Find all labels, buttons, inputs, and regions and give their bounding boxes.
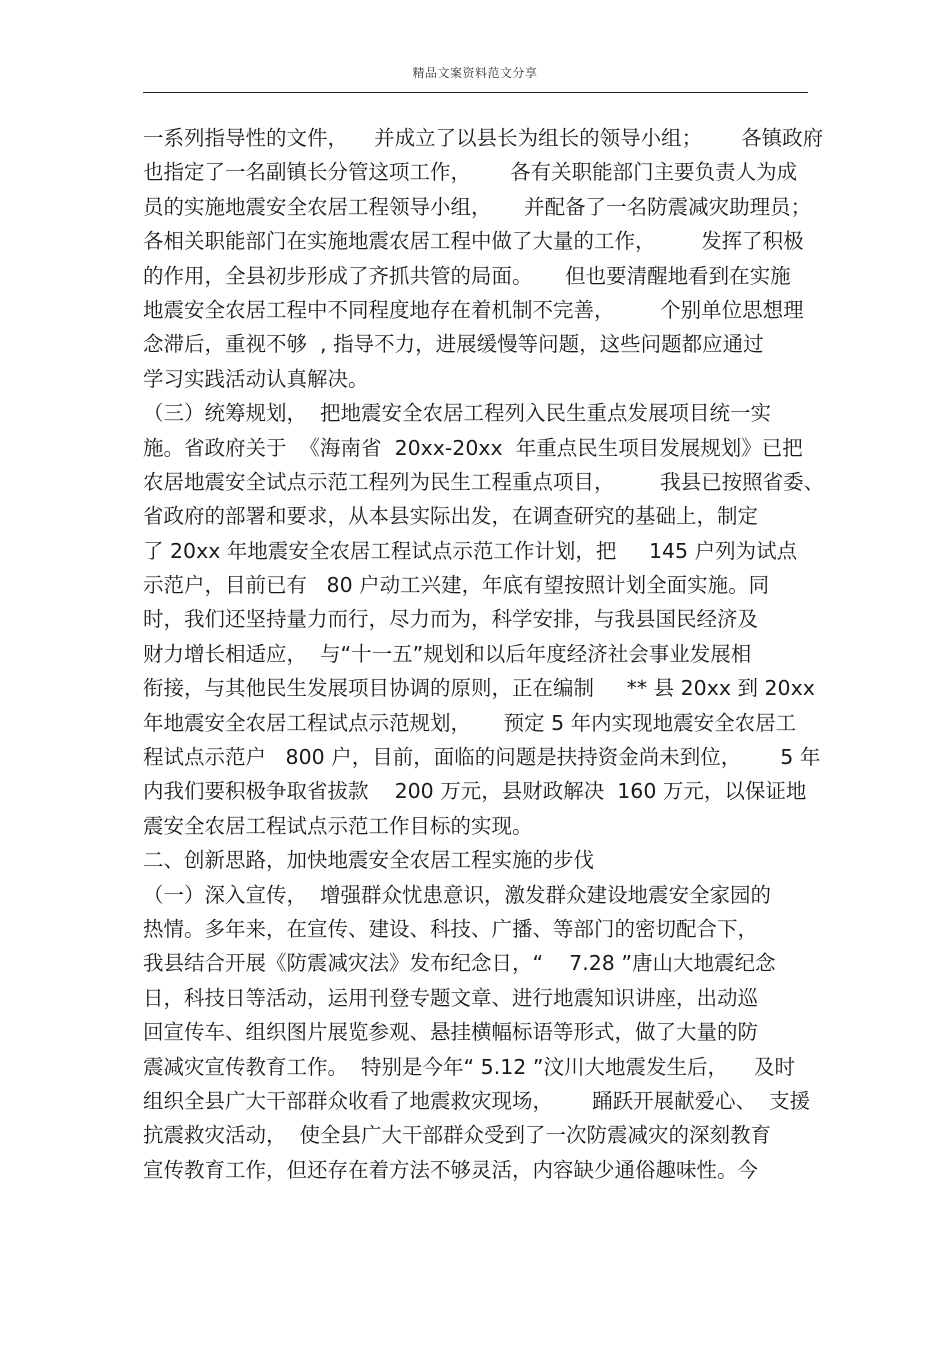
text-line: 抗震救灾活动， 使全县广大干部群众受到了一次防震减灾的深刻教育 [143, 1123, 772, 1148]
text-line: 施。省政府关于 《海南省 20xx-20xx 年重点民生项目发展规划》已把 [143, 435, 803, 460]
text-line: 的作用，全县初步形成了齐抓共管的局面。 但也要清醒地看到在实施 [143, 263, 791, 288]
text-line: （三）统筹规划， 把地震安全农居工程列入民生重点发展项目统一实 [143, 401, 772, 426]
text-line: 日，科技日等活动，运用刊登专题文章、进行地震知识讲座，出动巡 [143, 985, 758, 1010]
text-line: 财力增长相适应， 与“十一五”规划和以后年度经济社会事业发展相 [143, 641, 752, 666]
header-divider [143, 92, 808, 93]
text-line: 宣传教育工作，但还存在着方法不够灵活，内容缺少通俗趣味性。今 [143, 1157, 758, 1182]
text-line: 也指定了一名副镇长分管这项工作， 各有关职能部门主要负责人为成 [143, 160, 798, 185]
text-line: 省政府的部署和要求，从本县实际出发，在调查研究的基础上，制定 [143, 504, 758, 529]
text-line: 员的实施地震安全农居工程领导小组， 并配备了一名防震减灾助理员； [143, 194, 812, 219]
document-body [143, 121, 825, 1187]
text-line: 一系列指导性的文件， 并成立了以县长为组长的领导小组； 各镇政府 [143, 126, 824, 150]
text-line: 组织全县广大干部群众收看了地震救灾现场， 踊跃开展献爱心、 支援 [143, 1088, 811, 1113]
section-heading: 二、创新思路，加快地震安全农居工程实施的步伐 [143, 848, 594, 873]
text-line: 年地震安全农居工程试点示范规划， 预定 5 年内实现地震安全农居工 [143, 710, 797, 735]
text-line: 内我们要积极争取省拔款 200 万元，县财政解决 160 万元，以保证地 [143, 779, 807, 804]
page-header-title: 精品文案资料范文分享 [412, 66, 538, 80]
text-line: 我县结合开展《防震减灾法》发布纪念日，“ 7.28 ”唐山大地震纪念 [143, 951, 776, 976]
text-line: 热情。多年来，在宣传、建设、科技、广播、等部门的密切配合下， [143, 916, 758, 941]
text-line: 时，我们还坚持量力而行，尽力而为，科学安排，与我县国民经济及 [143, 607, 758, 632]
text-line: 程试点示范户 800 户，目前，面临的问题是扶持资金尚未到位， 5 年 [143, 745, 821, 770]
text-line: 念滞后，重视不够 , 指导不力，进展缓慢等问题，这些问题都应通过 [143, 332, 764, 357]
text-line: 衔接，与其他民生发展项目协调的原则，正在编制 ** 县 20xx 到 20xx [143, 676, 815, 701]
text-line: 学习实践活动认真解决。 [143, 366, 369, 391]
text-line: 了 20xx 年地震安全农居工程试点示范工作计划，把 145 户列为试点 [143, 538, 798, 563]
text-line: 震安全农居工程试点示范工作目标的实现。 [143, 813, 533, 838]
text-line: （一）深入宣传， 增强群众忧患意识，激发群众建设地震安全家园的 [143, 882, 772, 907]
text-line: 回宣传车、组织图片展览参观、悬挂横幅标语等形式，做了大量的防 [143, 1020, 758, 1045]
text-line: 农居地震安全试点示范工程列为民生工程重点项目， 我县已按照省委、 [143, 469, 825, 494]
text-line: 地震安全农居工程中不同程度地存在着机制不完善， 个别单位思想理 [143, 297, 804, 322]
text-line: 示范户，目前已有 80 户动工兴建，年底有望按照计划全面实施。同 [143, 573, 770, 598]
text-line: 震减灾宣传教育工作。 特别是今年“ 5.12 ”汶川大地震发生后， 及时 [143, 1054, 796, 1079]
text-line: 各相关职能部门在实施地震农居工程中做了大量的工作， 发挥了积极 [143, 229, 804, 254]
